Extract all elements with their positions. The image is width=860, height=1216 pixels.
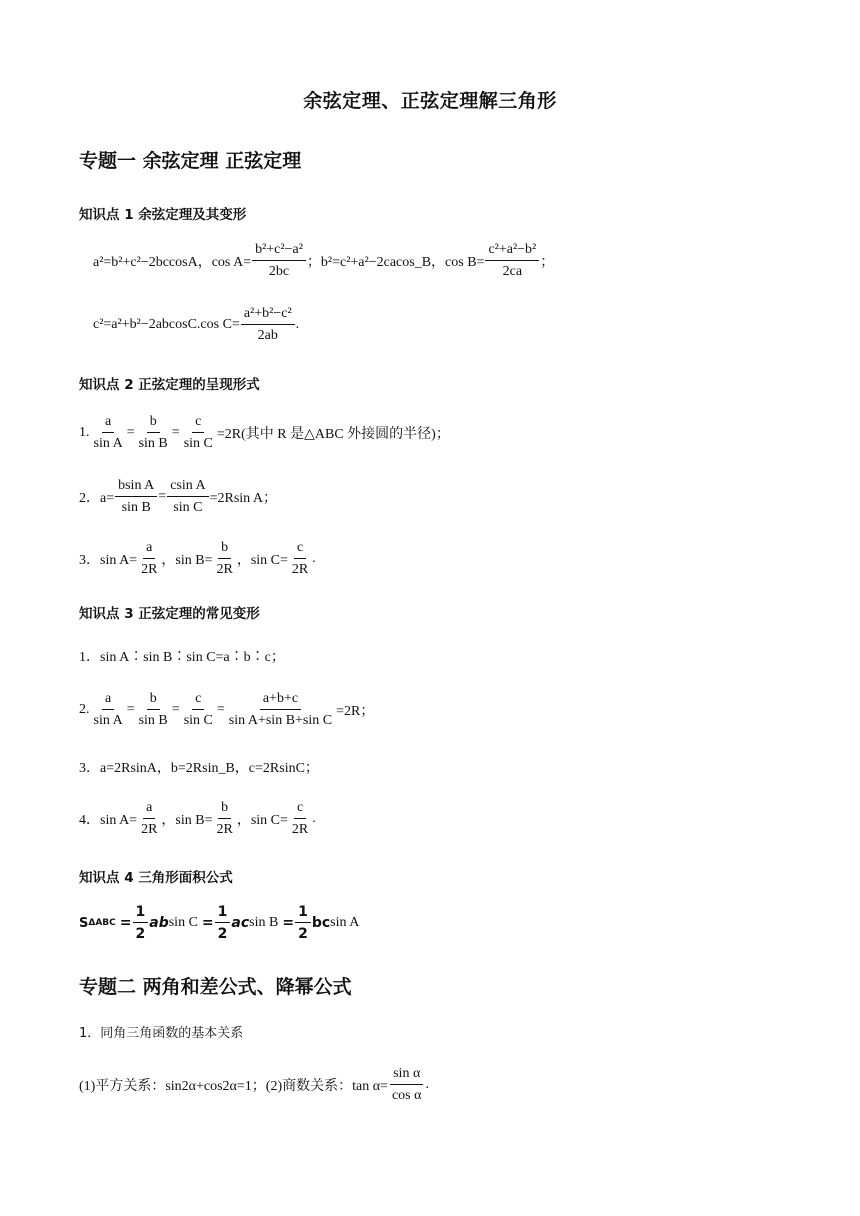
frac-denominator: 2R bbox=[291, 562, 309, 577]
term-sinA: sin A bbox=[330, 915, 360, 930]
kp2-heading: 知识点 2 正弦定理的呈现形式 bbox=[79, 377, 260, 393]
frac-denominator: 2bc bbox=[268, 264, 290, 279]
frac-numerator: b bbox=[218, 800, 231, 819]
frac-denominator: 2R bbox=[216, 822, 233, 837]
item-prefix: 3．sin A= bbox=[79, 553, 138, 568]
topic2-item1 bbox=[79, 1022, 243, 1041]
frac-numerator: b bbox=[147, 414, 160, 433]
frac-numerator: 1 bbox=[295, 904, 311, 923]
frac-half bbox=[215, 904, 231, 942]
frac-numerator: a bbox=[102, 414, 114, 433]
page-title: 余弦定理、正弦定理解三角形 bbox=[303, 90, 557, 112]
frac-denominator: 2ca bbox=[502, 264, 523, 279]
equals: = bbox=[126, 702, 135, 717]
frac-numerator: a²+b²−c² bbox=[241, 306, 295, 325]
item-prefix: 2．a= bbox=[79, 491, 115, 506]
item-text: 3．a=2RsinA，b=2Rsin_B，c=2RsinC； bbox=[79, 761, 319, 776]
item-prefix: 4．sin A= bbox=[79, 813, 138, 828]
frac-numerator: c bbox=[192, 691, 204, 710]
kp1-eq2: ；b²=c²+a²−2cacos_B，cos B= bbox=[306, 255, 485, 270]
frac-numerator: a bbox=[102, 691, 114, 710]
equals: = bbox=[126, 425, 135, 440]
frac-c-sinC bbox=[181, 414, 216, 452]
kp4-heading: 知识点 4 三角形面积公式 bbox=[79, 870, 233, 886]
kp3-item2 bbox=[79, 691, 374, 729]
frac-numerator: c bbox=[294, 540, 306, 559]
frac-numerator: b bbox=[147, 691, 160, 710]
frac-numerator: b²+c²−a² bbox=[252, 242, 306, 261]
frac-numerator: 1 bbox=[215, 904, 231, 923]
topic1-heading: 专题一 余弦定理 正弦定理 bbox=[79, 150, 302, 172]
frac-denominator: sin C bbox=[173, 500, 203, 515]
item-tail: =2R(其中 R 是△ABC 外接圆的半径)； bbox=[216, 427, 450, 442]
item-mid: ，sin C= bbox=[236, 553, 288, 568]
frac-c-sinC bbox=[181, 691, 216, 729]
item-end: . bbox=[312, 811, 316, 826]
frac-numerator: 1 bbox=[133, 904, 149, 923]
frac-denominator: sin B bbox=[138, 713, 168, 728]
item-tail: =2Rsin A； bbox=[209, 491, 278, 506]
frac-b-2R bbox=[214, 540, 236, 578]
frac-denominator: 2 bbox=[298, 926, 308, 942]
item-mid: ，sin B= bbox=[161, 553, 213, 568]
kp2-item3 bbox=[79, 540, 316, 578]
item-text: 1．同角三角函数的基本关系 bbox=[79, 1026, 244, 1041]
kp1-end: ； bbox=[540, 255, 555, 270]
kp1-frac-cosA bbox=[252, 242, 306, 280]
term-ac: ac bbox=[231, 915, 250, 931]
kp1-line2 bbox=[93, 306, 299, 344]
kp3-item4 bbox=[79, 800, 316, 838]
item-text: 1．sin A∶sin B∶sin C=a∶b∶c； bbox=[79, 650, 285, 665]
term-sinC: sin C bbox=[168, 915, 198, 930]
frac-numerator: bsin A bbox=[115, 478, 157, 497]
frac-a-2R bbox=[138, 540, 160, 578]
kp2-item2 bbox=[79, 478, 277, 516]
frac-a-sinA bbox=[91, 691, 126, 729]
frac-numerator: b bbox=[218, 540, 231, 559]
frac-denominator: cos α bbox=[391, 1088, 422, 1103]
equals: = bbox=[201, 915, 214, 931]
frac-numerator: c bbox=[192, 414, 204, 433]
frac-denominator: 2R bbox=[216, 562, 233, 577]
item-tail: =2R； bbox=[336, 704, 375, 719]
kp3-heading: 知识点 3 正弦定理的常见变形 bbox=[79, 606, 260, 622]
frac-half bbox=[295, 904, 311, 942]
kp1-heading: 知识点 1 余弦定理及其变形 bbox=[79, 207, 247, 223]
equals: = bbox=[171, 425, 180, 440]
kp1-eq1: a²=b²+c²−2bccosA，cos A= bbox=[93, 255, 252, 270]
area-symbol: S bbox=[79, 915, 89, 931]
kp1-frac-cosB bbox=[485, 242, 539, 280]
equals: = bbox=[282, 915, 295, 931]
equals: = bbox=[158, 489, 167, 504]
frac-half bbox=[133, 904, 149, 942]
kp3-item3 bbox=[79, 757, 319, 777]
item-text: (1)平方关系：sin2α+cos2α=1；(2)商数关系：tan α= bbox=[79, 1079, 388, 1094]
frac-denominator: sin A bbox=[93, 713, 123, 728]
frac-b-sinB bbox=[136, 414, 171, 452]
kp1-end2: . bbox=[295, 317, 300, 332]
term-ab: ab bbox=[149, 915, 169, 931]
kp1-line1 bbox=[93, 242, 554, 280]
frac-denominator: sin C bbox=[183, 713, 213, 728]
topic2-item2 bbox=[79, 1066, 429, 1104]
equals: = bbox=[119, 915, 132, 931]
kp1-frac-cosC bbox=[241, 306, 295, 344]
item-mid: ，sin C= bbox=[236, 813, 288, 828]
frac-a-sinA bbox=[91, 414, 126, 452]
frac-denominator: sin B bbox=[121, 500, 151, 515]
triangle-area-formula bbox=[79, 904, 359, 942]
frac-sum bbox=[226, 691, 335, 729]
item-end: . bbox=[312, 551, 316, 566]
kp3-item1 bbox=[79, 646, 285, 666]
frac-denominator: 2R bbox=[141, 822, 158, 837]
item-number: 2. bbox=[79, 702, 90, 717]
item-end: . bbox=[425, 1077, 429, 1092]
frac-csinA-sinC bbox=[167, 478, 208, 516]
equals: = bbox=[171, 702, 180, 717]
frac-numerator: a bbox=[143, 540, 155, 559]
frac-a-2R bbox=[138, 800, 160, 838]
frac-sin-cos bbox=[389, 1066, 425, 1104]
frac-denominator: 2R bbox=[141, 562, 158, 577]
frac-b-sinB bbox=[136, 691, 171, 729]
frac-denominator: 2R bbox=[291, 822, 309, 837]
area-subscript: ΔABC bbox=[88, 918, 116, 928]
frac-numerator: a+b+c bbox=[260, 691, 301, 710]
kp1-eq3: c²=a²+b²−2abcosC.cos C= bbox=[93, 317, 240, 332]
frac-denominator: sin A bbox=[93, 436, 123, 451]
frac-denominator: sin B bbox=[138, 436, 168, 451]
kp2-item1 bbox=[79, 414, 450, 452]
item-number: 1. bbox=[79, 425, 90, 440]
frac-numerator: c bbox=[294, 800, 306, 819]
frac-denominator: 2 bbox=[135, 926, 146, 942]
item-mid: ，sin B= bbox=[161, 813, 213, 828]
frac-denominator: 2ab bbox=[257, 328, 278, 343]
equals: = bbox=[216, 702, 225, 717]
frac-numerator: a bbox=[143, 800, 155, 819]
frac-b-2R bbox=[214, 800, 236, 838]
frac-numerator: sin α bbox=[390, 1066, 423, 1085]
term-sinB: sin B bbox=[249, 915, 279, 930]
term-bc: bc bbox=[311, 915, 331, 931]
frac-denominator: 2 bbox=[217, 926, 228, 942]
frac-denominator: sin A+sin B+sin C bbox=[228, 713, 333, 728]
frac-numerator: c²+a²−b² bbox=[485, 242, 539, 261]
topic2-heading: 专题二 两角和差公式、降幂公式 bbox=[79, 976, 352, 998]
frac-denominator: sin C bbox=[183, 436, 213, 451]
frac-bsinA-sinB bbox=[115, 478, 157, 516]
frac-c-2R bbox=[289, 540, 311, 578]
frac-c-2R bbox=[289, 800, 311, 838]
frac-numerator: csin A bbox=[167, 478, 208, 497]
